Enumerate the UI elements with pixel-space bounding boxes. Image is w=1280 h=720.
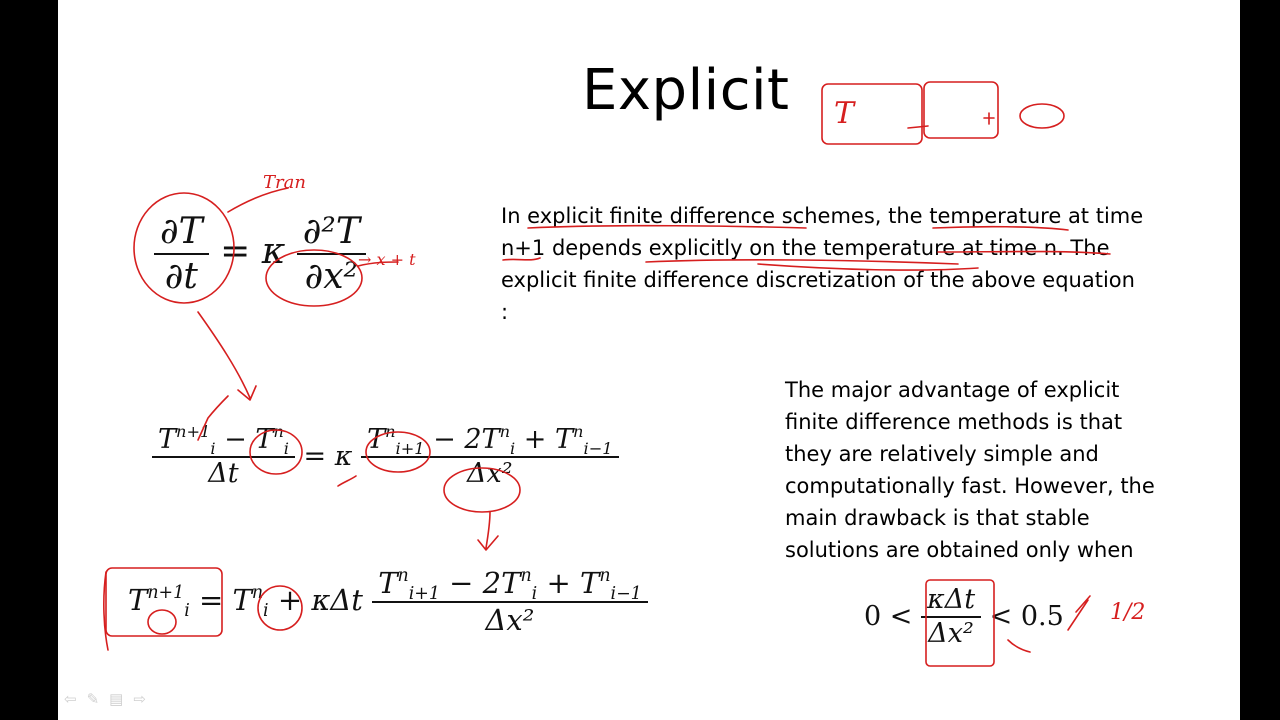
stroke (984, 113, 994, 124)
subscript: i−1 (583, 438, 613, 458)
menu-icon[interactable]: ▤ (109, 691, 124, 708)
circle-stroke (148, 610, 176, 634)
equals-sign: = (198, 582, 224, 617)
paragraph-line: solutions are obtained only when (785, 538, 1134, 562)
superscript: n (385, 421, 396, 441)
numerator: ∂T (154, 210, 209, 255)
subscript: i (210, 438, 216, 458)
handwritten-annotations (58, 0, 1240, 720)
underline-stroke (938, 252, 1110, 255)
kappa: κ (261, 231, 286, 273)
symbol: T (367, 424, 386, 455)
pen-icon[interactable]: ✎ (86, 691, 100, 708)
underline-stroke (503, 258, 540, 260)
circle-stroke (1020, 104, 1064, 128)
superscript: n (499, 421, 511, 441)
subscript: i+1 (395, 438, 425, 458)
paragraph-line: they are relatively simple and (785, 442, 1099, 466)
paragraph-line: explicit finite difference discretization of the above equation (501, 268, 1135, 292)
arrow-stroke (198, 312, 256, 400)
denominator: Δx² (928, 618, 974, 650)
subscript: i (510, 438, 516, 458)
paragraph-line: main drawback is that stable (785, 506, 1090, 530)
term: + T (523, 424, 574, 455)
numerator: ∂²T (297, 210, 366, 255)
paragraph-line: : (501, 300, 509, 324)
equals-sign: = (220, 231, 251, 273)
upper-bound: < 0.5 (989, 600, 1064, 632)
subscript: i (263, 600, 269, 621)
circle-stroke (366, 432, 430, 472)
arrow-stroke (478, 512, 498, 550)
subscript: i (184, 600, 190, 621)
box-stroke (926, 580, 994, 666)
operator: − (224, 424, 247, 455)
left-arrow-icon[interactable]: ⇦ (64, 691, 77, 708)
subscript: i+1 (408, 584, 440, 605)
stroke (1008, 640, 1030, 652)
symbol: T (255, 424, 274, 455)
paragraph-line: finite difference methods is that (785, 410, 1123, 434)
slide-nav (64, 690, 146, 708)
superscript: n+1 (147, 582, 185, 603)
superscript: n (599, 565, 611, 586)
term: − 2T (433, 424, 500, 455)
symbol: T (128, 582, 148, 617)
lower-bound: 0 < (864, 600, 913, 632)
right-arrow-icon[interactable]: ⇨ (133, 691, 146, 708)
paragraph-line: n+1 depends explicitly on the temperature at time n. The (501, 236, 1110, 260)
term: + κΔt (277, 582, 363, 617)
term: + T (546, 566, 600, 600)
circle-stroke (250, 430, 302, 474)
circle-stroke (266, 250, 362, 306)
subscript: i−1 (610, 584, 642, 605)
term: − 2T (449, 566, 521, 600)
subscript: i (531, 584, 538, 605)
paragraph-line: The major advantage of explicit (785, 378, 1120, 402)
denominator: Δx² (467, 458, 513, 490)
numerator: κΔt (921, 584, 981, 618)
superscript: n (520, 565, 532, 586)
superscript: n+1 (176, 421, 211, 441)
paragraph-line: computationally fast. However, the (785, 474, 1155, 498)
equals-sign: = (303, 440, 327, 472)
tick-stroke (338, 476, 356, 486)
box-stroke (924, 82, 998, 138)
underline-stroke (758, 264, 978, 270)
superscript: n (573, 421, 584, 441)
denominator: Δx² (485, 602, 535, 637)
subscript: i (283, 438, 289, 458)
symbol: T (378, 566, 398, 600)
handwritten-note: Tran (263, 172, 306, 193)
check-stroke (198, 396, 228, 440)
circle-stroke (444, 468, 520, 512)
stroke (908, 126, 928, 128)
denominator: Δt (208, 458, 239, 490)
slide-title: Explicit (582, 58, 790, 123)
superscript: n (251, 582, 264, 603)
underline-stroke (646, 260, 958, 264)
stroke (1068, 596, 1090, 630)
box-stroke (106, 568, 222, 636)
superscript: n (397, 565, 409, 586)
symbol: T (158, 424, 177, 455)
handwritten-note: T (834, 96, 855, 131)
symbol: T (232, 582, 252, 617)
underline-stroke (528, 226, 806, 228)
denominator: ∂t (164, 256, 198, 298)
kappa: κ (334, 440, 353, 472)
circle-stroke (134, 193, 234, 303)
underline-stroke (933, 227, 1068, 230)
slide (58, 0, 1240, 720)
denominator: ∂x² (304, 256, 358, 298)
paragraph-line: In explicit finite difference schemes, the temperature at time (501, 204, 1144, 228)
handwritten-note: 1/2 (1110, 600, 1146, 625)
handwritten-note: → x + t (358, 250, 416, 269)
circle-stroke (258, 586, 302, 630)
superscript: n (273, 421, 284, 441)
